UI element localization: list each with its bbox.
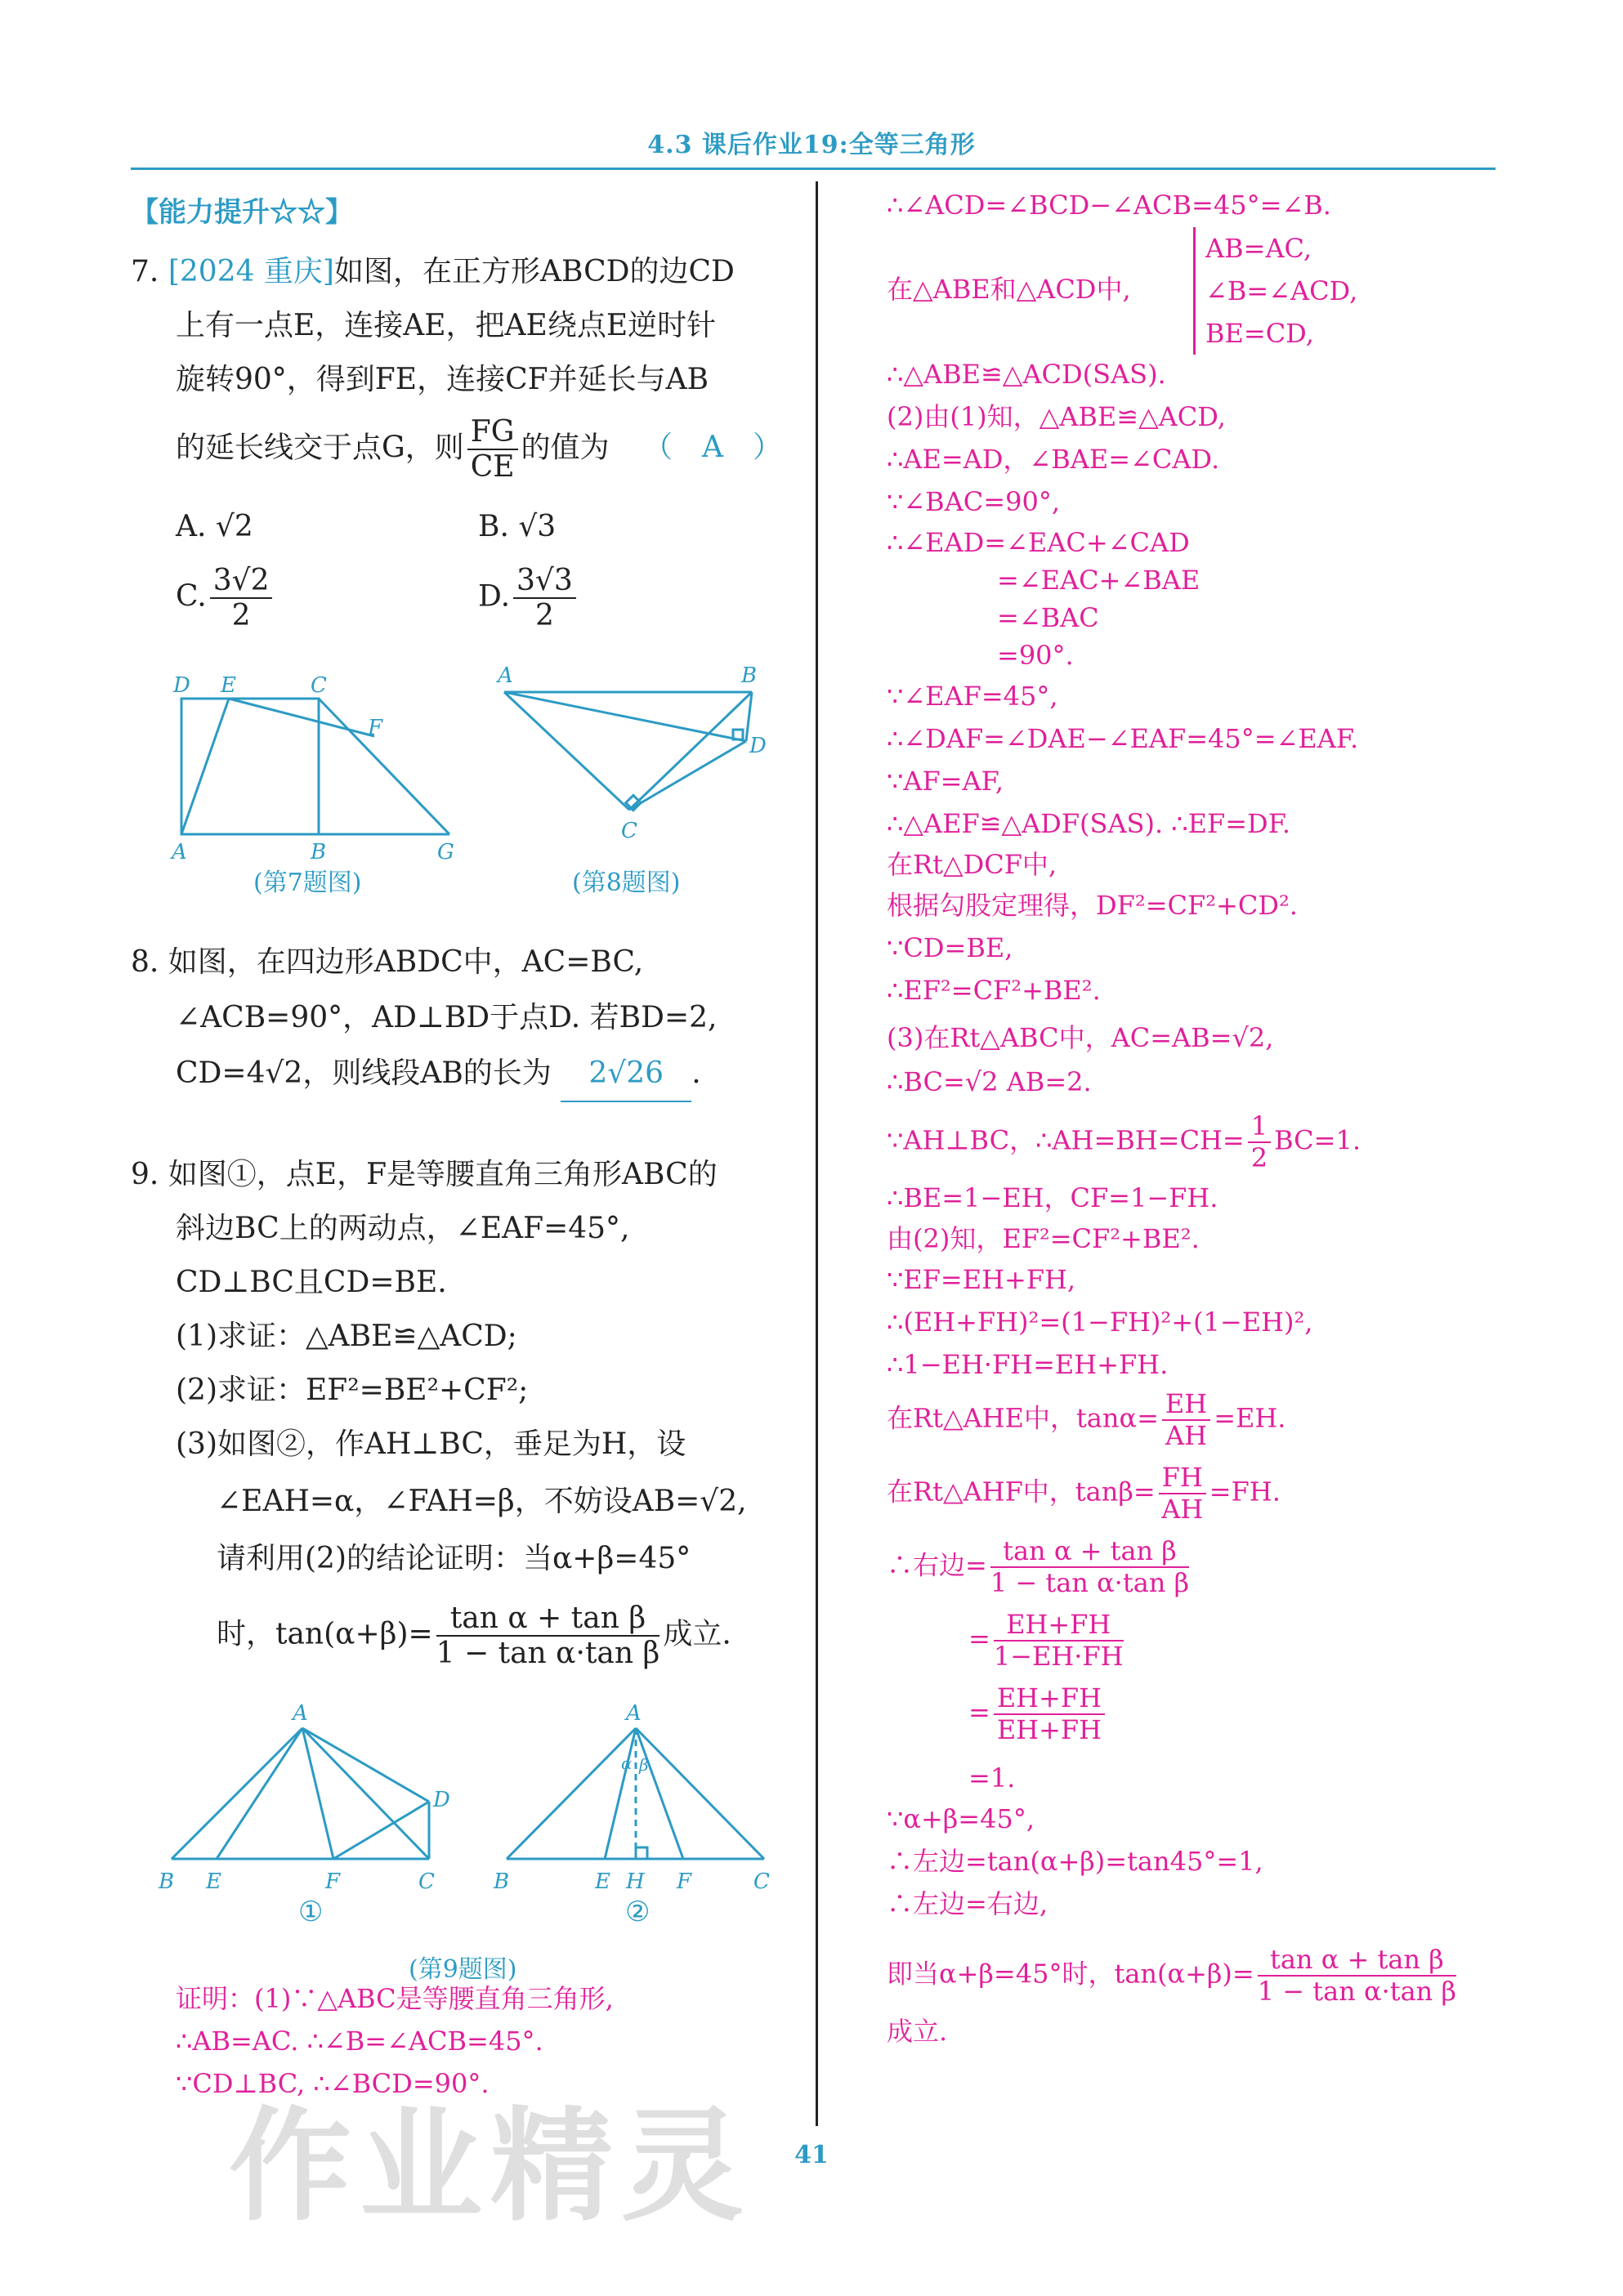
rs-line-18: ∴EF²=CF²+BE². bbox=[887, 975, 1101, 1006]
svg-text:H: H bbox=[626, 1869, 645, 1894]
svg-text:B: B bbox=[494, 1869, 510, 1894]
q8-line2: ∠ACB=90°，AD⊥BD于点D. 若BD=2, bbox=[176, 1001, 718, 1034]
fig7-caption: (第7题图) bbox=[253, 869, 362, 897]
q8-line3: CD=4√2，则线段AB的长为 2√26 . bbox=[176, 1047, 701, 1102]
svg-text:C: C bbox=[753, 1869, 770, 1894]
rs-brace-group: AB=AC, ∠B=∠ACD, BE=CD, bbox=[1193, 227, 1357, 355]
q7-option-d: D. $\frac{3√3}{2}$ bbox=[478, 564, 579, 633]
rs-line-35: ∴左边=右边, bbox=[887, 1888, 1048, 1919]
figure-7 bbox=[163, 666, 474, 862]
rs-line-12: ∴∠DAF=∠DAE−∠EAF=45°=∠EAF. bbox=[887, 723, 1359, 754]
rs-line-7: ∴∠EAD=∠EAC+∠CAD bbox=[887, 527, 1190, 558]
rs-line-11: ∵∠EAF=45°, bbox=[887, 681, 1058, 712]
rs-line-20: ∴BC=√2 AB=2. bbox=[887, 1066, 1092, 1097]
figure-9-2 bbox=[490, 1695, 801, 1900]
section-title: 【能力提升☆☆】 bbox=[131, 196, 353, 229]
rs-line-25: ∴(EH+FH)²=(1−FH)²+(1−EH)², bbox=[887, 1307, 1313, 1338]
rs-line-15: 在Rt△DCF中, bbox=[887, 849, 1057, 880]
rs-line-21: ∵AH⊥BC，∴AH=BH=CH= $\frac{1}{2}$ BC=1. bbox=[887, 1110, 1361, 1173]
q9-line1: 9. 如图①，点E，F是等腰直角三角形ABC的 bbox=[131, 1158, 718, 1191]
watermark: 作业精灵 bbox=[229, 2096, 753, 2238]
svg-text:E: E bbox=[595, 1869, 610, 1894]
header-divider bbox=[131, 168, 1496, 170]
rs-line-9: =∠BAC bbox=[997, 602, 1099, 633]
svg-text:A: A bbox=[498, 663, 513, 688]
rs-line-19: (3)在Rt△ABC中，AC=AB=√2, bbox=[887, 1022, 1274, 1053]
rs-line-36: 即当α+β=45°时，tan(α+β)= $\frac{\text{tan α + tan β}}{\text{1 − tan α·tan β}}$ bbox=[887, 1944, 1456, 2007]
q7-option-c: C. $\frac{3√2}{2}$ bbox=[176, 564, 275, 633]
q9-part3-line3: 请利用(2)的结论证明：当α+β=45° bbox=[217, 1542, 691, 1575]
rs-line-30: = $\frac{EH+FH}{1-EH\cdot FH}$ bbox=[968, 1609, 1124, 1672]
rs-line-33: ∵α+β=45°, bbox=[887, 1803, 1035, 1834]
rs-line-10: =90°. bbox=[997, 640, 1074, 671]
q7-option-a: A. √2 bbox=[176, 510, 253, 543]
left-solution-3: ∵CD⊥BC, ∴∠BCD=90°. bbox=[176, 2068, 490, 2099]
rs-line-26: ∴1−EH·FH=EH+FH. bbox=[887, 1349, 1169, 1380]
svg-text:F: F bbox=[677, 1869, 692, 1894]
rs-line-37: 成立. bbox=[887, 2016, 948, 2047]
svg-text:C: C bbox=[621, 819, 637, 843]
svg-text:β: β bbox=[639, 1755, 649, 1775]
rs-line-4: (2)由(1)知，△ABE≌△ACD, bbox=[887, 401, 1226, 432]
svg-text:G: G bbox=[437, 840, 454, 862]
q9-line3: CD⊥BC且CD=BE. bbox=[176, 1266, 447, 1299]
svg-text:F: F bbox=[368, 716, 383, 740]
fig8-caption: (第8题图) bbox=[572, 869, 681, 897]
rs-line-13: ∵AF=AF, bbox=[887, 766, 1004, 797]
svg-text:A: A bbox=[626, 1701, 642, 1726]
rs-line-29: ∴右边= $\frac{\text{tan α + tan β}}{\text{1 − tan α·tan β}}$ bbox=[887, 1535, 1190, 1598]
svg-text:E: E bbox=[206, 1869, 221, 1894]
q9-part1: (1)求证：△ABE≌△ACD; bbox=[176, 1320, 517, 1353]
rs-line-32: =1. bbox=[968, 1762, 1016, 1793]
q9-line2: 斜边BC上的两动点，∠EAF=45°, bbox=[176, 1212, 630, 1245]
rs-line-3: ∴△ABE≌△ACD(SAS). bbox=[887, 359, 1166, 390]
fig9-caption: (第9题图) bbox=[409, 1955, 517, 1984]
rs-line-27: 在Rt△AHE中，tanα= $\frac{EH}{AH}$ =EH. bbox=[887, 1388, 1286, 1451]
rs-line-5: ∴AE=AD，∠BAE=∠CAD. bbox=[887, 444, 1220, 475]
figure-8 bbox=[486, 658, 780, 862]
q7-line4: 的延长线交于点G，则 $\frac{FG}{CE}$ 的值为 （ A ） bbox=[176, 415, 782, 485]
q9-part2: (2)求证：EF²=BE²+CF²; bbox=[176, 1374, 529, 1407]
rs-line-8: =∠EAC+∠BAE bbox=[997, 565, 1200, 596]
left-solution-2: ∴AB=AC. ∴∠B=∠ACB=45°. bbox=[176, 2026, 543, 2057]
rs-line-23: 由(2)知，EF²=CF²+BE². bbox=[887, 1223, 1200, 1254]
svg-text:D: D bbox=[173, 673, 190, 698]
rs-line-16: 根据勾股定理得，DF²=CF²+CD². bbox=[887, 890, 1298, 921]
svg-text:D: D bbox=[749, 734, 767, 758]
svg-text:α: α bbox=[621, 1753, 633, 1773]
q7-line2: 上有一点E，连接AE，把AE绕点E逆时针 bbox=[176, 309, 717, 342]
svg-text:E: E bbox=[221, 673, 236, 698]
q7-option-b: B. √3 bbox=[478, 510, 557, 543]
q7-fraction: $\frac{FG}{CE}$ bbox=[467, 415, 518, 485]
svg-text:B: B bbox=[159, 1869, 175, 1894]
q9-part3-line2: ∠EAH=α，∠FAH=β，不妨设AB=√2, bbox=[217, 1485, 747, 1518]
fig9-label-1: ① bbox=[298, 1896, 324, 1928]
svg-text:A: A bbox=[293, 1701, 308, 1726]
rs-line-22: ∴BE=1−EH，CF=1−FH. bbox=[887, 1182, 1218, 1213]
rs-line-6: ∵∠BAC=90°, bbox=[887, 486, 1060, 517]
rs-line-14: ∴△AEF≌△ADF(SAS). ∴EF=DF. bbox=[887, 808, 1291, 839]
rs-line-34: ∴左边=tan(α+β)=tan45°=1, bbox=[887, 1846, 1263, 1877]
fig9-label-2: ② bbox=[625, 1896, 651, 1928]
q8-answer: 2√26 bbox=[561, 1047, 691, 1102]
svg-text:B: B bbox=[741, 663, 758, 688]
rs-line-28: 在Rt△AHF中，tanβ= $\frac{FH}{AH}$ =FH. bbox=[887, 1462, 1281, 1525]
svg-text:F: F bbox=[325, 1869, 341, 1894]
svg-text:C: C bbox=[311, 673, 327, 698]
rs-line-24: ∵EF=EH+FH, bbox=[887, 1264, 1076, 1295]
svg-text:C: C bbox=[418, 1869, 435, 1894]
left-solution-1: 证明：(1)∵△ABC是等腰直角三角形, bbox=[176, 1983, 614, 2014]
rs-line-1: ∴∠ACD=∠BCD−∠ACB=45°=∠B. bbox=[887, 190, 1331, 221]
svg-text:A: A bbox=[172, 840, 187, 862]
q9-part3-line1: (3)如图②，作AH⊥BC，垂足为H，设 bbox=[176, 1427, 686, 1461]
q7-source: [2024 重庆] bbox=[168, 255, 334, 288]
q9-part3-line4: 时，tan(α+β)= $\frac{\text{tan α + tan β}}{\text{1 − tan α·tan β}}$ 成立. bbox=[217, 1601, 731, 1671]
rs-line-17: ∵CD=BE, bbox=[887, 932, 1013, 963]
rs-line-31: = $\frac{EH+FH}{EH+FH}$ bbox=[968, 1683, 1108, 1745]
q7-answer: （ A ） bbox=[642, 431, 782, 465]
q7-line1: 7. [2024 重庆]如图，在正方形ABCD的边CD bbox=[131, 255, 735, 288]
q8-line1: 8. 如图，在四边形ABDC中，AC=BC, bbox=[131, 945, 644, 979]
svg-text:B: B bbox=[311, 840, 327, 862]
svg-text:D: D bbox=[433, 1788, 450, 1812]
page-number: 41 bbox=[794, 2141, 829, 2169]
header-title: 4.3 课后作业19:全等三角形 bbox=[647, 131, 976, 159]
figure-9-1 bbox=[155, 1695, 466, 1900]
column-divider bbox=[816, 181, 818, 2126]
rs-line-2-prefix: 在△ABE和△ACD中, bbox=[887, 274, 1131, 305]
q7-line3: 旋转90°，得到FE，连接CF并延长与AB bbox=[176, 363, 709, 396]
